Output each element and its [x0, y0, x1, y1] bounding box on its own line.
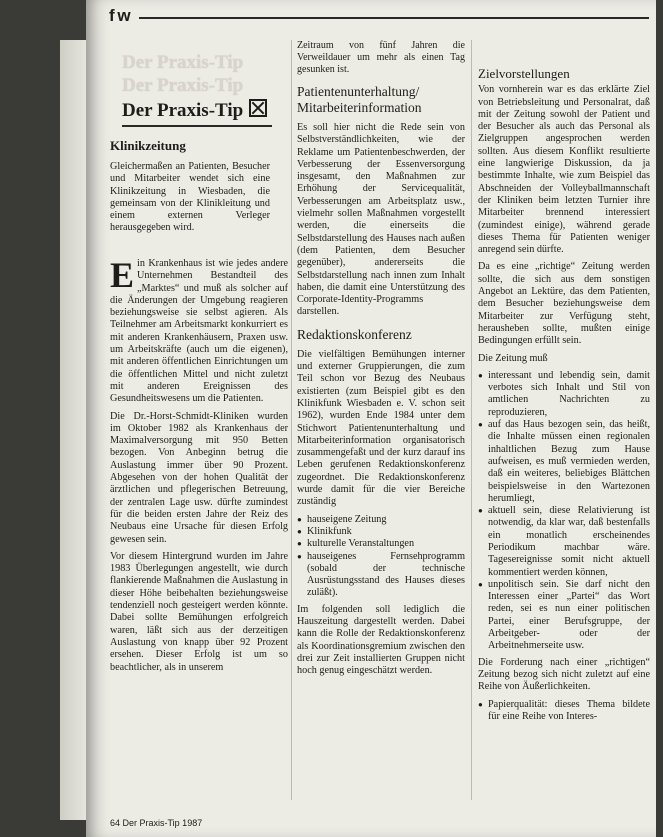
list-item: ● interessant und lebendig sein, damit verbotes sich Inhalt und Stil von amtlichen Nachrichten zu reproduzieren,	[478, 370, 650, 419]
paragraph: Die vielfältigen Bemühungen interner und externer Gruppierungen, die zum Teil schon vor Bezug des Neubaus existierten (zum Beispiel gibt es den Klinikfunk Wiesbaden e. V. schon seit 1962), wurden Ende 1984 unter dem Stichwort Patientenunterhaltung und Mitarbeiterinformation organisatorisch zusammengefaßt und der kurz darauf ins Leben gerufenen Redaktionskonferenz zugeordnet. Die Redaktionskonferenz wurde damit für die vier Bereiche zuständig	[297, 348, 465, 508]
subheading: Redaktionskonferenz	[297, 326, 412, 342]
paragraph: Da es eine „richtige“ Zeitung werden sollte, die sich aus dem sonstigen Angebot an Lektüre, das dem Patienten, dem Besucher beziehungsweise dem Mitarbeiter zur Verfügung steht, herausheben sollte, mußten einige Bedingungen erfüllt sein.	[478, 261, 650, 347]
subheading: Zielvorstellungen	[478, 66, 570, 81]
paragraph: Die Dr.-Horst-Schmidt-Kliniken wurden im Oktober 1982 als Krankenhaus der Maximalversorgung mit 950 Betten bezogen. Von Anbeginn betrug die Auslastung immer über 90 Prozent. Abgesehen von der hohen Qualität der ärztlichen und pflegerischen Betreuung, der zentralen Lage usw. dürfte zumindest für die beiden ersten Jahre der Reiz des Neubaus eine Ursache für diesen Erfolg gewesen sein.	[110, 410, 288, 545]
paragraph: Die Zeitung muß	[478, 352, 548, 364]
list-item: ● Papierqualität: dieses Thema bildete für eine Reihe von Interes-	[478, 699, 650, 724]
section-title	[122, 98, 267, 122]
column-middle	[297, 40, 465, 682]
article-intro: Gleichermaßen an Patienten, Besucher und Mitarbeiter wendet sich eine Klinikzeitung in Wiesbaden, die gemeinsam von der Klinikleitung und einem externen Verleger herausgegeben wird.	[110, 161, 270, 234]
list-item: ● auf das Haus bezogen sein, das heißt, die Inhalte müssen einen regionalen inhaltlichen Bezug zum Hause aufweisen, es muß vermieden werden, daß ein weiteres, beliebiges Blättchen beispielsweise in den Wartezonen herumliegt,	[478, 419, 650, 505]
article-title: Klinikzeitung	[110, 138, 186, 153]
magazine-logo	[109, 6, 130, 26]
paragraph-text: in Krankenhaus ist wie jedes andere Unternehmen Bestandteil des „Marktes“ und muß als solcher auf die Änderungen der Umgebung reagieren beziehungsweise sie selbst agieren. Als Teilnehmer am Arbeitsmarkt konkurriert es mit anderen Krankenhäusern, Praxen usw. um Arbeitskräfte (auch um die eigenen), mit anderen öffentlichen Einrichtungen um die öffentlichen Mittel und nicht zuletzt mit anderen Ereignissen des Gesundheitswesens um die Patienten.	[110, 258, 288, 405]
paragraph: Von vornherein war es das erklärte Ziel von Betriebsleitung und Personalrat, daß mit der Zeitung sowohl der Patient und der Besucher als auch das Personal als Zielgruppen angesprochen werden sollten. Aus diesem Konflikt resultierte eine langwierige Diskussion, da ja bestimmte Inhalte, wie zum Beispiel das Abschneiden der Volleyballmannschaft der Kliniken beim letzten Turnier ihre Mitarbeiter brennend interessiert (zumindest einige), während gerade dieses Thema für Patienten weniger anregend sein dürfte.	[478, 84, 650, 256]
book-spine-edge	[60, 40, 88, 820]
bullet-list	[297, 514, 465, 600]
column-divider	[471, 40, 472, 800]
paragraph: Vor diesem Hintergrund wurden im Jahre 1983 Überlegungen angestellt, wie durch flankierende Maßnahmen die Auslastung in dieser Höhe beibehalten beziehungsweise tendenziell noch gesteigert werden könnte. Dabei sollte Bemühungen erfolgreich waren, läßt sich aus der derzeitigen Auslastung von knapp über 92 Prozent ersehen. Dieser Erfolg ist um so beachtlicher, als in unserem	[110, 550, 288, 673]
list-item: ● aktuell sein, diese Relativierung ist notwendig, da klar war, daß bestenfalls ein monatlich erscheinendes Periodikum machbar wäre. Tagesereignisse somit nicht aktuell kommentiert werden können,	[478, 505, 650, 579]
header-rule	[139, 17, 649, 19]
drop-cap: E	[110, 255, 135, 295]
page-footer: 64 Der Praxis-Tip 1987	[110, 818, 203, 828]
column-right	[478, 64, 650, 727]
paragraph: Zeitraum von fünf Jahren die Verweildauer um mehr als einen Tag gesunken ist.	[297, 40, 465, 75]
list-item: ● Klinikfunk	[297, 526, 465, 538]
paragraph: Im folgenden soll lediglich die Hauszeitung dargestellt werden. Dabei kann die Rolle der Redaktionskonferenz als Koordinationsgremium zwischen den drei zur Zeit installierten Gruppen nicht hoch genug eingeschätzt werden.	[297, 603, 465, 677]
subheading: Patientenunterhaltung/ Mitarbeiterinformation	[297, 84, 422, 115]
list-item: ● hauseigene Zeitung	[297, 514, 465, 526]
paragraph: Die Forderung nach einer „richtigen“ Zeitung bezog sich nicht zuletzt auf eine Reihe von Äußerlichkeiten.	[478, 656, 650, 693]
section-title-rule	[122, 125, 272, 127]
column-divider	[291, 40, 292, 800]
bullet-list	[478, 699, 650, 724]
list-item: ● kulturelle Veranstaltungen	[297, 538, 465, 550]
list-item: ● unpolitisch sein. Sie darf nicht den Interessen einer „Partei“ das Wort reden, sei es nun einer politischen Partei, einer Berufsgruppe, der Arbeitgeber- oder der Arbeitnehmerseite usw.	[478, 579, 650, 653]
paragraph	[110, 255, 288, 406]
section-title-ghost: Der Praxis-Tip	[122, 52, 244, 73]
section-title-text: Der Praxis-Tip	[122, 100, 244, 121]
bullet-list	[478, 370, 650, 653]
section-title-ghost: Der Praxis-Tip	[122, 75, 244, 96]
checkbox-x-icon	[249, 99, 267, 117]
logo-text: f w	[109, 6, 130, 25]
list-item: ● hauseigenes Fernsehprogramm (sobald der technische Ausrüstungsstand des Hauses dieses zuläßt).	[297, 551, 465, 600]
paragraph: Es soll hier nicht die Rede sein von Selbstverständlichkeiten, wie der Reklame um Patientenbeschwerden, der Verbesserung der Essenversorgung insgesamt, den Maßnahmen zur Erhöhung der Servicequalität, Verbesserungen am Arbeitsplatz usw., vielmehr sollen Maßnahmen vorgestellt werden, die einerseits die Selbstdarstellung des Hauses nach außen (dem Patienten, dem Besucher gegenüber), andererseits die Selbstdarstellung nach innen zum Inhalt haben, die damit eine Unterstützung des Corporate-Identity-Programms darstellen.	[297, 122, 465, 318]
column-left	[110, 255, 288, 679]
